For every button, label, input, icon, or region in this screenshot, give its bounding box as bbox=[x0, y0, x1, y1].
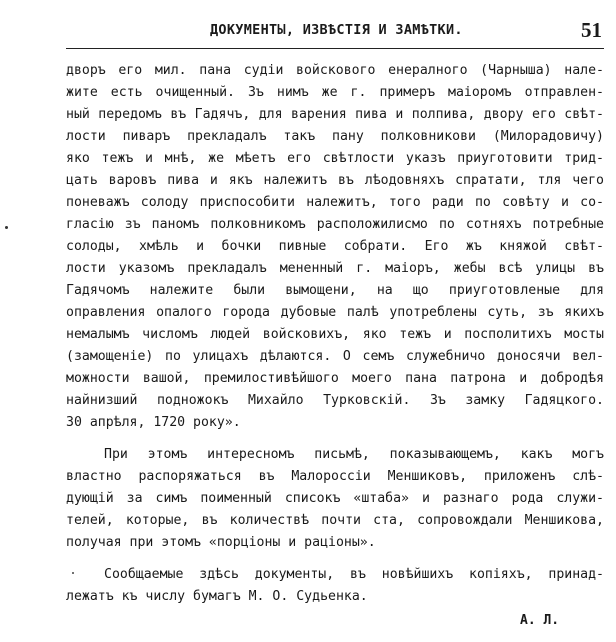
text-line: (замощеніе) по улицахъ дѣлаются. О семъ служебничо доносячи вел- bbox=[66, 349, 604, 364]
text-line: гласію зъ паномъ полковникомъ расположилисмо по сотняхъ потребные bbox=[66, 217, 604, 232]
text-line: найнизший подножокъ Михайло Турковскій. Зъ замку Гадяцкого. bbox=[66, 393, 604, 408]
text-line: Сообщаемые здѣсь документы, въ новѣйшихъ копіяхъ, принад- bbox=[104, 567, 604, 582]
text-line: ный передомъ въ Гадячъ, для варения пива и полпива, двору его свѣт- bbox=[66, 107, 604, 122]
text-line: лости указомъ прекладалъ мененный г. маіоръ, жебы всѣ улицы въ bbox=[66, 261, 604, 276]
text-line: лежатъ къ числу бумагъ М. О. Судьенка. bbox=[66, 589, 368, 604]
page-header bbox=[68, 18, 602, 46]
paragraph-letter bbox=[66, 60, 604, 434]
text-line: оправления опалого города дубовые палѣ употреблены суть, зъ якихъ bbox=[66, 305, 604, 320]
paragraph-gap bbox=[66, 554, 604, 564]
text-line: дворъ его мил. пана судіи войскового енералного (Чарныша) нале- bbox=[66, 63, 604, 78]
text-line: телей, которые, въ количествѣ почти ста, сопровождали Меншикова, bbox=[66, 513, 604, 528]
paragraph-gap bbox=[66, 434, 604, 444]
print-speck bbox=[5, 226, 8, 229]
text-line: яко тежъ и мнѣ, же мѣетъ его свѣтлости указъ приуготовити трид- bbox=[66, 151, 604, 166]
text-line: можности вашой, премилостивѣйшого моего пана патрона и добродѣя bbox=[66, 371, 604, 386]
text-line: 30 апрѣля, 1720 року». bbox=[66, 415, 241, 430]
text-line: получая при этомъ «порціоны и раціоны». bbox=[66, 535, 376, 550]
text-line: жите есть очищенный. Зъ нимъ же г. примеръ маіоромъ отправлен- bbox=[66, 85, 604, 100]
paragraph-source-note bbox=[66, 564, 604, 608]
text-line: цать варовъ пива и якъ належитъ въ лѣодовняхъ спратати, тля чего bbox=[66, 173, 604, 188]
page-number: 51 bbox=[581, 18, 602, 42]
text-line: поневажъ солоду приспособити належитъ, того ради по совѣту и со- bbox=[66, 195, 604, 210]
text-line: Гадячомъ належите были вымощени, на що приуготовленые для bbox=[66, 283, 604, 298]
header-rule bbox=[66, 48, 604, 49]
text-line: властно распоряжаться въ Малороссіи Меншиковъ, приложенъ слѣ- bbox=[66, 469, 604, 484]
text-line: При этомъ интересномъ письмѣ, показывающемъ, какъ могъ bbox=[104, 447, 604, 462]
text-line: лости пиваръ прекладалъ такъ пану полковникови (Милорадовичу) bbox=[66, 129, 604, 144]
body-text bbox=[66, 60, 604, 608]
text-line: дующій за симъ поименный списокъ «штаба» и разнаго рода служи- bbox=[66, 491, 604, 506]
text-line: немалымъ числомъ людей войсковихъ, яко тежъ и посполитихъ мосты bbox=[66, 327, 604, 342]
author-initials: А. Л. bbox=[520, 613, 560, 628]
print-speck bbox=[72, 572, 74, 574]
text-line: солоды, хмѣль и бочки пивные собрати. Его жъ княжой свѣт- bbox=[66, 239, 604, 254]
running-title: ДОКУМЕНТЫ, ИЗВѢСТІЯ И ЗАМѢТКИ. bbox=[210, 22, 463, 38]
paragraph-commentary bbox=[66, 444, 604, 554]
